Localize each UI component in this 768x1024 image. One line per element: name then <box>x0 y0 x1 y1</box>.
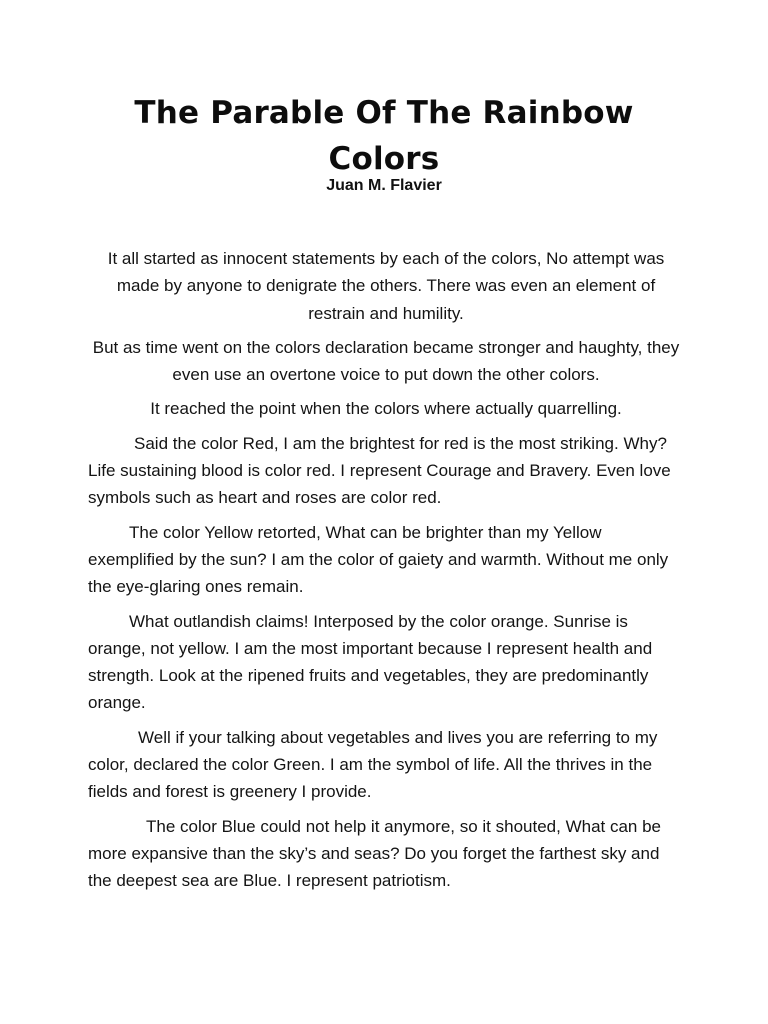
paragraph-7: Well if your talking about vegetables and lives you are referring to my color, declared the color Green. I am the symbol of life. All the thrives in the fields and forest is greenery I provide. <box>88 727 658 802</box>
paragraph-1: It all started as innocent statements by each of the colors, No attempt was made by anyone to denigrate the others. There was even an element of restrain and humility. <box>107 249 665 323</box>
paragraph-4: Said the color Red, I am the brightest for red is the most striking. Why? Life sustaining blood is color red. I represent Courage and Bravery. Even love symbols such as heart and roses are color red. <box>88 433 671 508</box>
paragraph-3: It reached the point when the colors where actually quarrelling. <box>150 399 622 419</box>
paragraph-8: The color Blue could not help it anymore, so it shouted, What can be more expansive than the sky’s and seas? Do you forget the farthest sky and the deepest sea are Blue. I represent patriotism. <box>88 816 662 891</box>
paragraph-5: The color Yellow retorted, What can be brighter than my Yellow exemplified by the sun? I am the color of gaiety and warmth. Without me only the eye-glaring ones remain. <box>88 522 669 597</box>
paragraph-2: But as time went on the colors declaration became stronger and haughty, they even use an overtone voice to put down the other colors. <box>92 337 680 385</box>
paragraph-6: What outlandish claims! Interposed by the color orange. Sunrise is orange, not yellow. I am the most important because I represent health and strength. Look at the ripened fruits and vegetables, they are predominantly orange. <box>88 611 653 713</box>
document-title: The Parable Of The Rainbow Colors <box>134 95 634 177</box>
document-body <box>88 245 684 902</box>
author-name: Juan M. Flavier <box>326 177 442 194</box>
